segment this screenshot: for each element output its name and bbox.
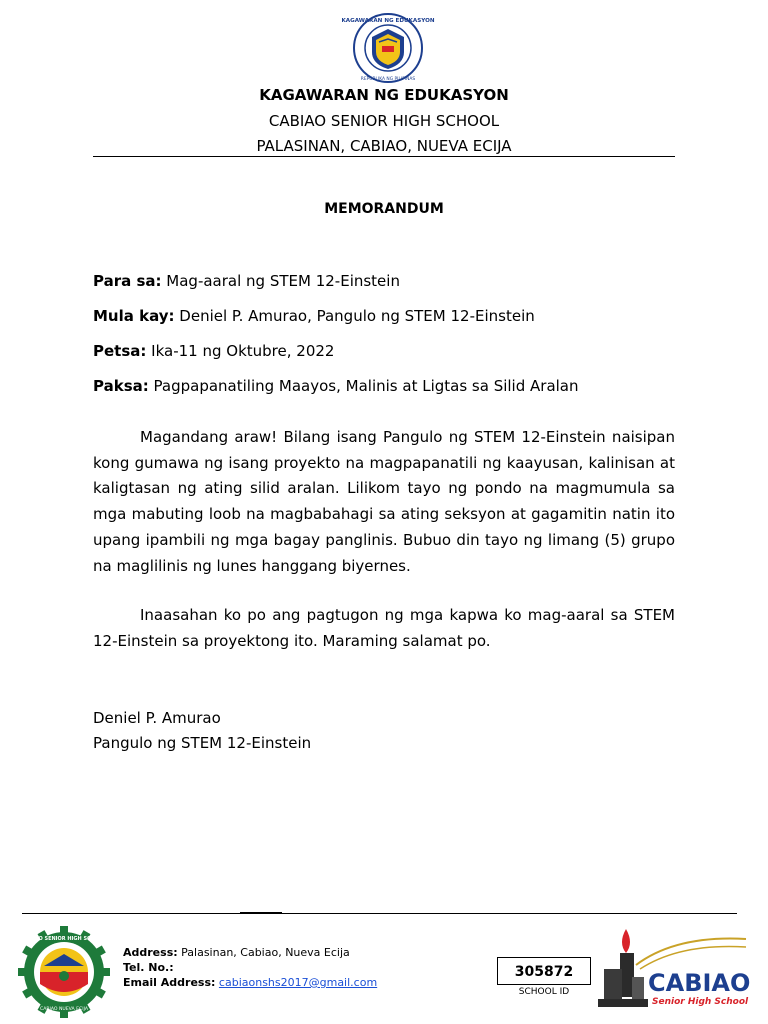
deped-seal-logo	[341, 12, 435, 84]
memo-title: MEMORANDUM	[324, 201, 444, 217]
school-id-label: SCHOOL ID	[518, 987, 570, 997]
org-heading: KAGAWARAN NG EDUKASYON	[259, 86, 509, 104]
field-petsa	[93, 342, 334, 360]
body-paragraph-2: Inaasahan ko po ang pagtugon ng mga kapwa ko mag-aaral sa STEM 12-Einstein sa proyektong ito. Maraming salamat po.	[93, 606, 675, 650]
body-paragraph-1: Magandang araw! Bilang isang Pangulo ng STEM 12-Einstein naisipan kong gumawa ng isang proyekto na magpapanatili ng kaayusan, kalinisan at kaligtasan ng ating silid aralan. Lilikom tayo ng pondo na magmumula sa mga mabuting loob na magbabahagi sa ating seksyon at gagamitin natin ito upang ipambili ng mga bagay panglinis. Bubuo din tayo ng limang (5) grupo na maglilinis ng lunes hanggang biyernes.	[93, 428, 675, 575]
field-value: Pagpapanatiling Maayos, Malinis at Ligtas sa Silid Aralan	[153, 377, 579, 395]
footer-divider	[22, 913, 737, 914]
field-value: Ika-11 ng Oktubre, 2022	[151, 342, 335, 360]
school-id-box: 305872	[497, 957, 591, 985]
field-paksa	[93, 377, 579, 395]
footer-email	[123, 975, 377, 990]
footer-address	[123, 945, 350, 960]
footer-address-value: Palasinan, Cabiao, Nueva Ecija	[181, 946, 350, 959]
signatory-name: Deniel P. Amurao	[93, 709, 221, 727]
cabiao-shs-brand-logo	[596, 925, 752, 1013]
field-label: Paksa:	[93, 377, 149, 395]
field-label: Petsa:	[93, 342, 147, 360]
footer-address-label: Address:	[123, 946, 178, 959]
field-mula-kay	[93, 307, 535, 325]
svg-text:KAGAWARAN NG EDUKASYON: KAGAWARAN NG EDUKASYON	[341, 18, 435, 24]
field-label: Para sa:	[93, 272, 162, 290]
svg-text:REPUBLIKA NG PILIPINAS: REPUBLIKA NG PILIPINAS	[360, 77, 416, 82]
svg-text:CABIAO NUEVA ECIJA: CABIAO NUEVA ECIJA	[39, 1007, 89, 1012]
brand-main-text: CABIAO	[648, 969, 751, 997]
footer-email-label: Email Address:	[123, 976, 216, 989]
footer-email-link[interactable]: cabiaonshs2017@gmail.com	[218, 976, 378, 989]
svg-text:CABIAO SENIOR HIGH SCHOOL: CABIAO SENIOR HIGH SCHOOL	[21, 936, 107, 942]
school-gear-logo	[18, 926, 110, 1018]
footer-tel	[123, 960, 174, 975]
field-label: Mula kay:	[93, 307, 175, 325]
footer-tel-label: Tel. No.:	[123, 961, 174, 974]
school-address: PALASINAN, CABIAO, NUEVA ECIJA	[256, 137, 512, 155]
signatory-title: Pangulo ng STEM 12-Einstein	[93, 734, 312, 752]
field-value: Mag-aaral ng STEM 12-Einstein	[166, 272, 400, 290]
field-para-sa	[93, 272, 400, 290]
brand-sub-text: Senior High School	[652, 997, 749, 1007]
school-name: CABIAO SENIOR HIGH SCHOOL	[268, 112, 500, 130]
field-value: Deniel P. Amurao, Pangulo ng STEM 12-Einstein	[179, 307, 535, 325]
header-divider	[93, 156, 675, 157]
footer-divider-accent	[240, 912, 282, 914]
